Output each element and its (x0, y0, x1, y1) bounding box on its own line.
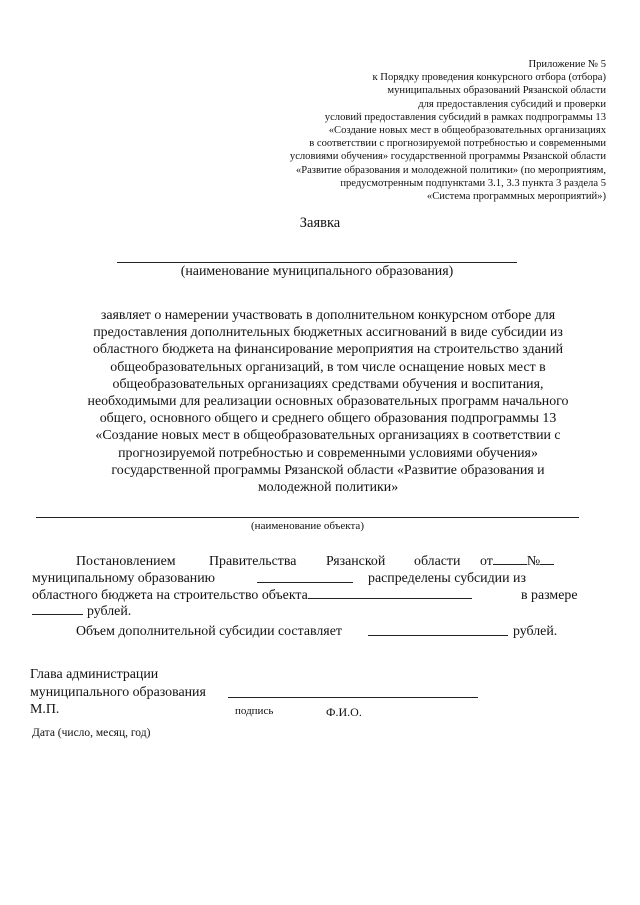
paragraph-line: общеобразовательных организаций, в том числе оснащение новых мест в (110, 359, 546, 375)
paragraph-line: заявляет о намерении участвовать в дополнительном конкурсном отборе для (100, 308, 556, 323)
appendix-line: для предоставления субсидий и проверки (418, 98, 606, 110)
paragraph-line: прогнозируемой потребностью и современными условиями обучения» (118, 445, 538, 461)
amount-field[interactable] (32, 603, 83, 615)
resolution-line-1 (76, 553, 176, 570)
date-prefix: от (480, 554, 493, 569)
appendix-line: «Система программных мероприятий») (426, 191, 606, 203)
stamp-label: М.П. (30, 702, 60, 717)
resolution-line-2 (32, 570, 215, 587)
paragraph-line: «Создание новых мест в общеобразовательных организациях в соответствии с (95, 428, 561, 444)
object-name-field[interactable] (36, 517, 579, 518)
signature-caption: подпись (235, 705, 274, 717)
paragraph-line: предоставления дополнительных бюджетных ассигнований в виде субсидии из (93, 325, 563, 341)
appendix-line: предусмотренным подпунктами 3.1, 3.3 пункта 3 раздела 5 (340, 177, 606, 189)
appendix-line: условий предоставления субсидий в рамках подпрограммы 13 (324, 111, 606, 123)
municipality-field[interactable] (257, 571, 353, 583)
resolution-line-4 (32, 603, 131, 620)
head-label: Глава администрации (30, 667, 159, 682)
distributed-label: распределены субсидии из (368, 571, 526, 586)
rubles-label: рублей. (87, 604, 132, 619)
additional-subsidy-field[interactable] (368, 624, 508, 636)
date-label: Дата (число, месяц, год) (32, 727, 151, 739)
additional-subsidy-label: Объем дополнительной субсидии составляет (76, 624, 342, 639)
appendix-line: Приложение № 5 (528, 59, 606, 70)
object-caption: (наименование объекта) (251, 520, 364, 532)
appendix-header (286, 58, 606, 203)
fio-caption: Ф.И.О. (326, 705, 362, 719)
appendix-line: в соответствии с прогнозируемой потребностью и современными (309, 138, 606, 150)
resolution-word-2: Правительства (209, 554, 297, 569)
municipality-label-sign: муниципального образования (30, 684, 206, 700)
signature-block (30, 666, 206, 719)
number-sign: № (526, 554, 541, 569)
resolution-word-3: Рязанской (326, 554, 386, 569)
resolution-line-3 (32, 587, 472, 604)
appendix-line: «Развитие образования и молодежной политики» (по мероприятиям, (295, 164, 606, 176)
paragraph-line: общеобразовательных организациях средствами обучения и воспитания, (112, 376, 544, 392)
appendix-line: муниципальных образований Рязанской области (387, 85, 606, 97)
additional-rubles-label: рублей. (513, 624, 558, 639)
resolution-word: Постановлением (76, 554, 176, 569)
object-field[interactable] (308, 587, 472, 599)
municipality-caption: (наименование муниципального образования) (180, 264, 454, 279)
municipality-label: муниципальному образованию (32, 571, 216, 586)
municipality-name-field[interactable] (117, 262, 517, 263)
resolution-date-field[interactable] (493, 553, 527, 565)
resolution-word-4: области (414, 554, 461, 569)
paragraph-line: общего, основного общего и среднего общего образования подпрограммы 13 (99, 411, 557, 427)
signature-field[interactable] (228, 697, 478, 698)
appendix-line: к Порядку проведения конкурсного отбора (отбора) (372, 72, 606, 84)
amount-label: в размере (521, 588, 578, 603)
paragraph-line: областного бюджета на финансирование мероприятия на строительство зданий (92, 342, 564, 358)
appendix-line: «Создание новых мест в общеобразовательных организациях (328, 125, 606, 137)
resolution-number-field[interactable] (540, 553, 554, 565)
main-paragraph (62, 307, 594, 496)
resolution-date (480, 553, 554, 570)
paragraph-line: молодежной политики» (257, 480, 399, 496)
paragraph-line: государственной программы Рязанской области «Развитие образования и (111, 462, 545, 478)
additional-subsidy-line (76, 623, 342, 640)
appendix-line: условиями обучения» государственной программы Рязанской области (289, 151, 606, 163)
object-label: областного бюджета на строительство объекта (32, 588, 308, 603)
paragraph-line: необходимыми для реализации основных образовательных программ начального (87, 394, 569, 410)
document-title: Заявка (299, 215, 341, 231)
